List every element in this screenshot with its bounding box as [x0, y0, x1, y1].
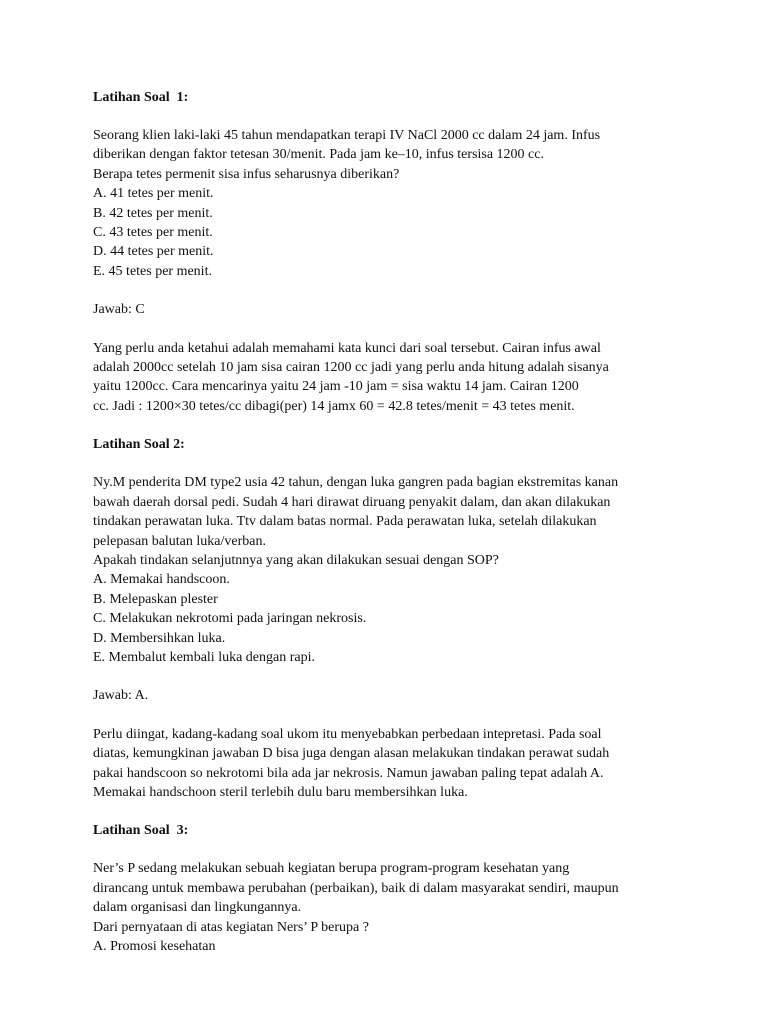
question-text	[93, 473, 693, 570]
option-e: E. 45 tetes per menit.	[93, 263, 212, 279]
question-line: diberikan dengan faktor tetesan 30/menit. Pada jam ke–10, infus tersisa 1200 cc.	[93, 147, 544, 163]
question-line: Seorang klien laki-laki 45 tahun mendapatkan terapi IV NaCl 2000 cc dalam 24 jam. Infus	[93, 128, 601, 143]
option-c: C. Melakukan nekrotomi pada jaringan nekrosis.	[93, 611, 367, 627]
exercise-heading: Latihan Soal 2:	[93, 437, 185, 453]
question-line: tindakan perawatan luka. Ttv dalam batas normal. Pada perawatan luka, setelah dilakukan	[93, 514, 597, 530]
explanation-line: Memakai handschoon steril terlebih dulu baru membersihkan luka.	[93, 784, 468, 800]
exercise-heading: Latihan Soal 3:	[93, 823, 189, 839]
answer-key: Jawab: C	[93, 302, 145, 318]
question-line: Ny.M penderita DM type2 usia 42 tahun, dengan luka gangren pada bagian ekstremitas kanan	[93, 475, 619, 491]
question-line: bawah daerah dorsal pedi. Sudah 4 hari dirawat diruang penyakit dalam, dan akan dilakukan	[93, 494, 611, 510]
exercise-heading: Latihan Soal 1:	[93, 90, 189, 105]
question-line: dalam organisasi dan lingkungannya.	[93, 900, 302, 916]
explanation-line: pakai handscoon so nekrotomi bila ada jar nekrosis. Namun jawaban paling tepat adalah A.	[93, 765, 604, 781]
explanation-text	[93, 339, 693, 417]
exercise-2	[93, 435, 693, 802]
question-line: Berapa tetes permenit sisa infus seharusnya diberikan?	[93, 166, 400, 182]
question-line: pelepasan balutan luka/verban.	[93, 533, 266, 549]
answer-options	[93, 570, 693, 667]
answer-key: Jawab: A.	[93, 688, 149, 704]
exercise-1	[93, 88, 693, 416]
answer-options	[93, 184, 693, 281]
option-d: D. Membersihkan luka.	[93, 630, 226, 646]
question-text	[93, 126, 693, 184]
exercise-3	[93, 821, 693, 956]
question-line: Ner’s P sedang melakukan sebuah kegiatan berupa program-program kesehatan yang	[93, 861, 570, 877]
answer-options	[93, 937, 693, 956]
option-a: A. Promosi kesehatan	[93, 939, 216, 954]
document-page	[93, 88, 693, 956]
explanation-text	[93, 725, 693, 803]
question-line: dirancang untuk membawa perubahan (perbaikan), baik di dalam masyarakat sendiri, maupun	[93, 880, 619, 896]
question-line: Dari pernyataan di atas kegiatan Ners’ P berupa ?	[93, 919, 369, 935]
option-a: A. 41 tetes per menit.	[93, 186, 214, 202]
option-d: D. 44 tetes per menit.	[93, 244, 214, 260]
option-e: E. Membalut kembali luka dengan rapi.	[93, 649, 315, 665]
explanation-line: diatas, kemungkinan jawaban D bisa juga dengan alasan melakukan tindakan perawat sudah	[93, 746, 610, 762]
explanation-line: yaitu 1200cc. Cara mencarinya yaitu 24 jam -10 jam = sisa waktu 14 jam. Cairan 1200	[93, 379, 579, 395]
explanation-line: Yang perlu anda ketahui adalah memahami kata kunci dari soal tersebut. Cairan infus awal	[93, 340, 601, 356]
option-c: C. 43 tetes per menit.	[93, 225, 213, 241]
question-text	[93, 859, 693, 937]
option-a: A. Memakai handscoon.	[93, 572, 230, 588]
explanation-line: cc. Jadi : 1200×30 tetes/cc dibagi(per) 14 jamx 60 = 42.8 tetes/menit = 43 tetes menit.	[93, 398, 575, 414]
option-b: B. Melepaskan plester	[93, 591, 218, 607]
explanation-line: adalah 2000cc setelah 10 jam sisa cairan 1200 cc jadi yang perlu anda hitung adalah sisanya	[93, 360, 609, 376]
explanation-line: Perlu diingat, kadang-kadang soal ukom itu menyebabkan perbedaan intepretasi. Pada soal	[93, 726, 602, 742]
option-b: B. 42 tetes per menit.	[93, 205, 213, 221]
question-line: Apakah tindakan selanjutnnya yang akan dilakukan sesuai dengan SOP?	[93, 552, 499, 568]
